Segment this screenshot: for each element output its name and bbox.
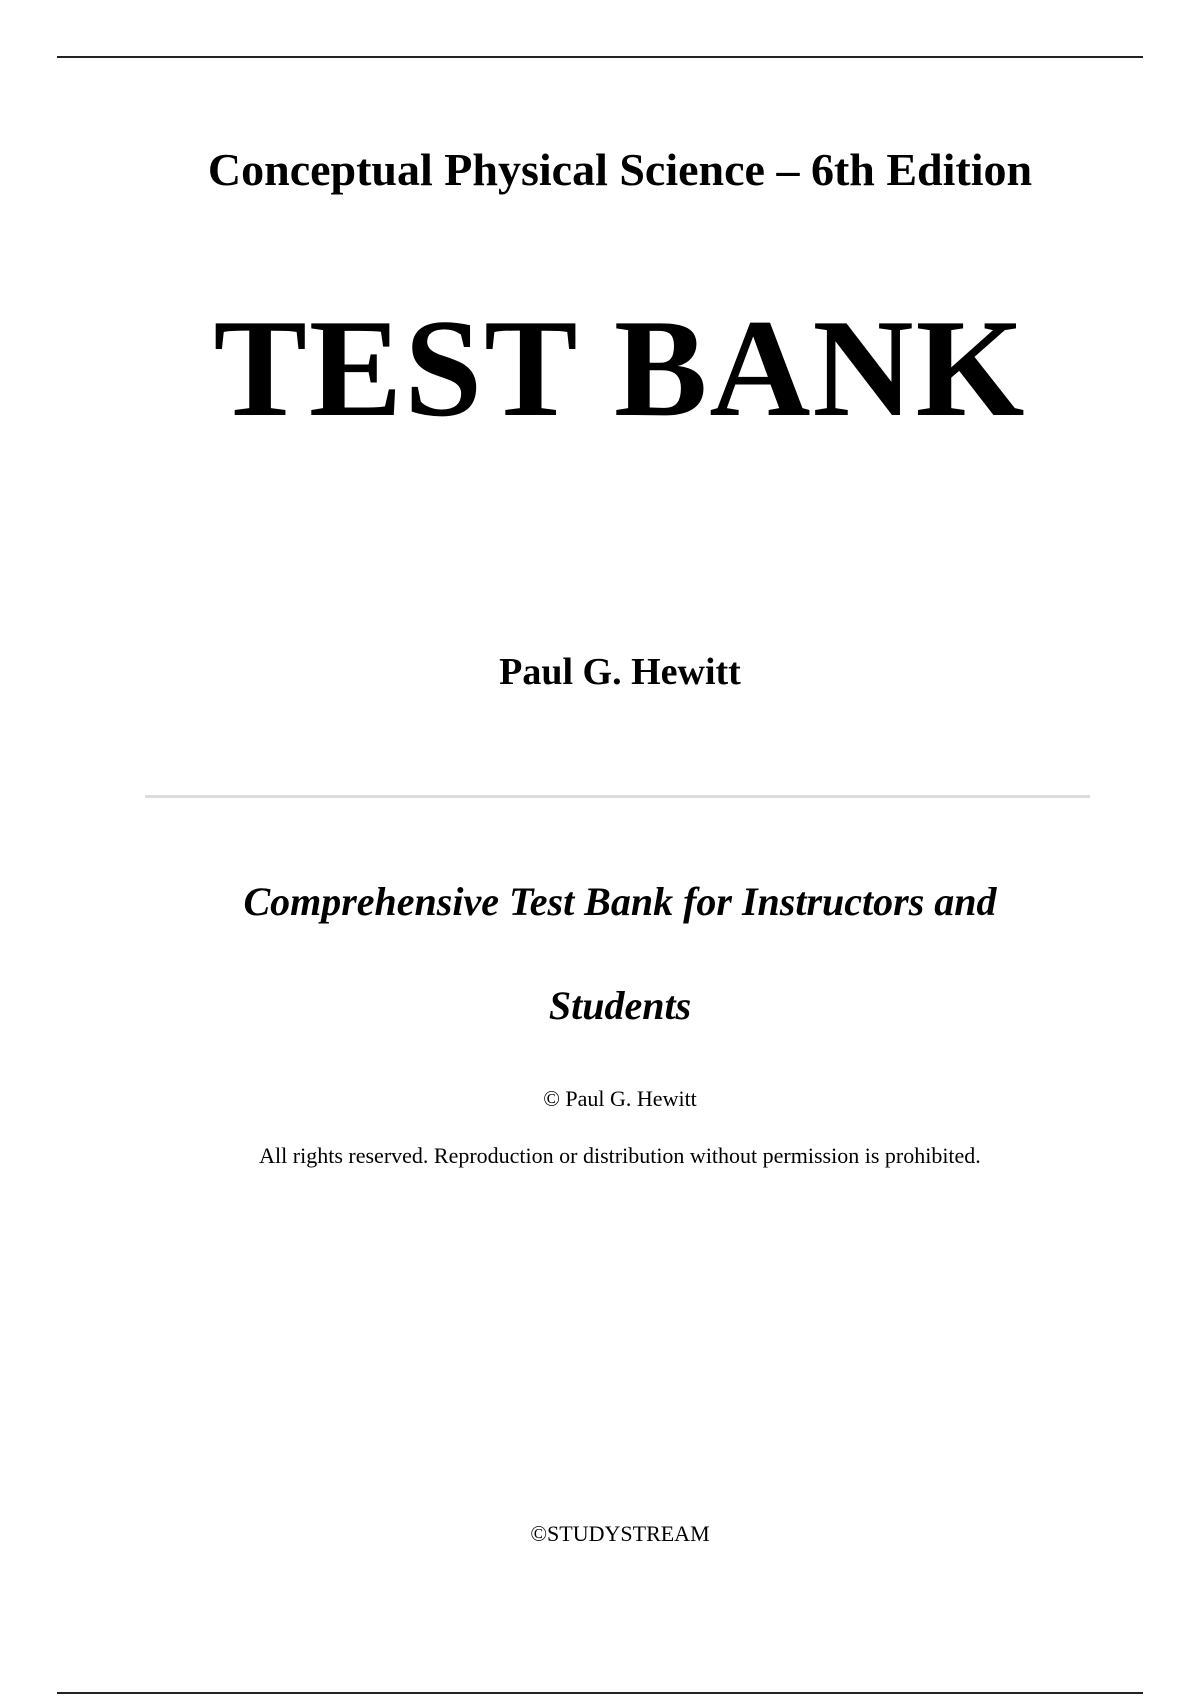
top-rule — [57, 56, 1143, 58]
test-bank-heading: TEST BANK — [213, 291, 1027, 446]
section-divider — [145, 795, 1090, 798]
subtitle-line-2: Students — [548, 983, 692, 1028]
subtitle — [0, 850, 1200, 1058]
book-title: Conceptual Physical Science – 6th Edition — [207, 144, 1033, 195]
rights-statement: All rights reserved. Reproduction or distribution without permission is prohibited. — [259, 1143, 981, 1168]
subtitle-line-1: Comprehensive Test Bank for Instructors and — [243, 879, 997, 924]
footer-watermark: ©STUDYSTREAM — [530, 1521, 710, 1546]
copyright-notice: © Paul G. Hewitt — [543, 1086, 697, 1111]
author-name: Paul G. Hewitt — [499, 651, 741, 693]
bottom-rule — [57, 1692, 1143, 1694]
